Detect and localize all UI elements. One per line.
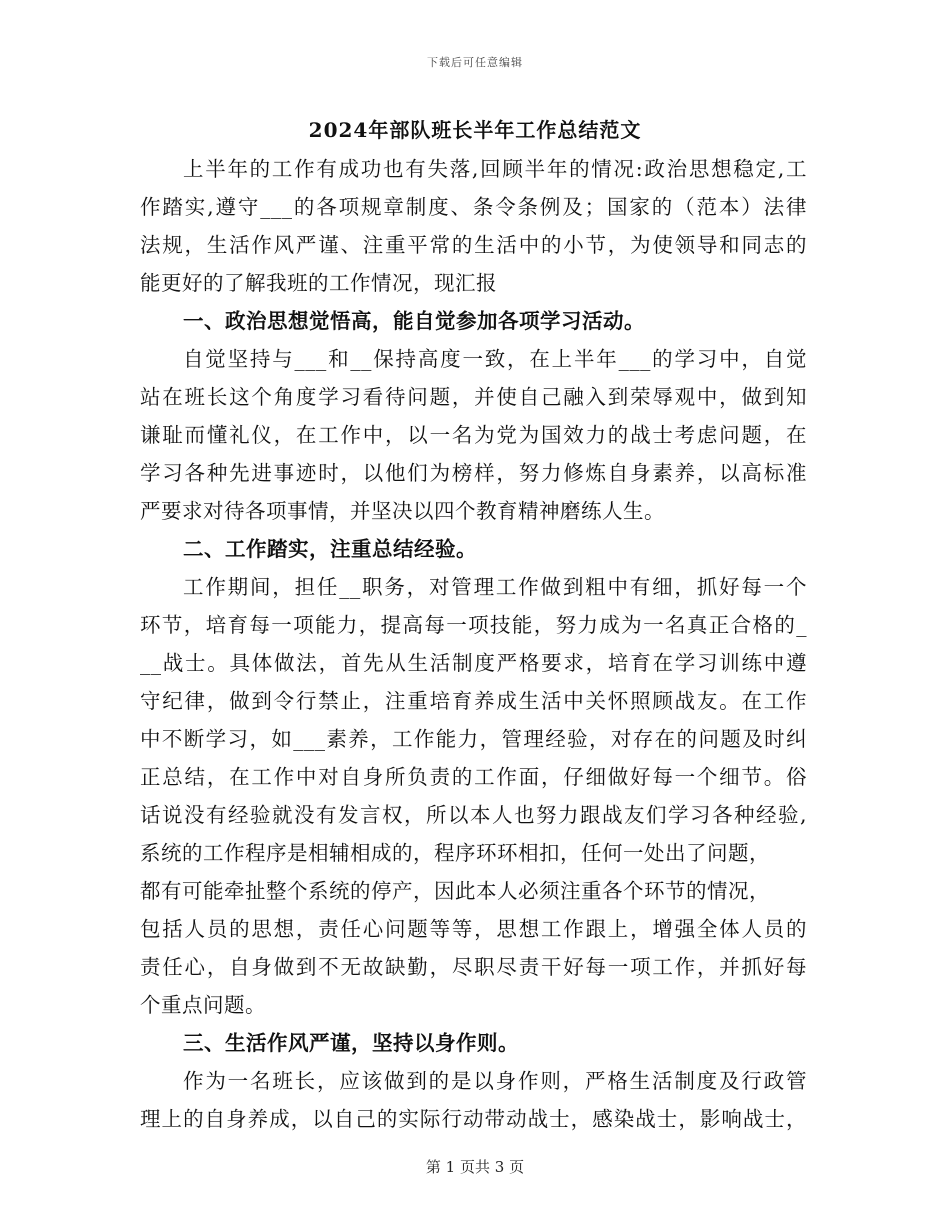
- section-heading-1: 一、政治思想觉悟高，能自觉参加各项学习活动。: [183, 309, 645, 333]
- section-heading-2: 二、工作踏实，注重总结经验。: [183, 537, 477, 561]
- paragraph-line: 工作期间，担任__职务，对管理工作做到粗中有细，抓好每一个: [183, 575, 807, 599]
- paragraph-line: 法规，生活作风严谨、注重平常的生活中的小节，为使领导和同志的: [140, 233, 807, 257]
- paragraph-line: 都有可能牵扯整个系统的停产，因此本人必须注重各个环节的情况，: [140, 879, 770, 903]
- paragraph-line: 责任心，自身做到不无故缺勤，尽职尽责干好每一项工作，并抓好每: [140, 955, 807, 979]
- paragraph-line: 系统的工作程序是相辅相成的，程序环环相扣，任何一处出了问题，: [140, 841, 770, 865]
- paragraph-line: 话说没有经验就没有发言权，所以本人也努力跟战友们学习各种经验,: [140, 803, 807, 827]
- page-header: 下载后可任意编辑: [427, 56, 523, 69]
- paragraph-line: 作踏实,遵守___的各项规章制度、条令条例及；国家的（范本）法律: [140, 195, 807, 219]
- paragraph-line: 严要求对待各项事情，并坚决以四个教育精神磨练人生。: [140, 499, 665, 523]
- section-heading-3: 三、生活作风严谨，坚持以身作则。: [183, 1031, 519, 1055]
- paragraph-line: 谦耻而懂礼仪，在工作中，以一名为党为国效力的战士考虑问题，在: [140, 423, 807, 447]
- paragraph-line: 包括人员的思想，责任心问题等等，思想工作跟上，增强全体人员的: [140, 917, 807, 941]
- paragraph-line: __战士。具体做法，首先从生活制度严格要求，培育在学习训练中遵: [140, 651, 807, 675]
- paragraph-line: 中不断学习，如___素养，工作能力，管理经验，对存在的问题及时纠: [140, 727, 807, 751]
- page-footer: 第 1 页共 3 页: [425, 1158, 525, 1176]
- paragraph-line: 自觉坚持与___和__保持高度一致，在上半年___的学习中，自觉: [183, 347, 807, 371]
- paragraph-line: 理上的自身养成，以自己的实际行动带动战士，感染战士，影响战士，: [140, 1107, 807, 1131]
- paragraph-line: 学习各种先进事迹时，以他们为榜样，努力修炼自身素养，以高标准: [140, 461, 807, 485]
- paragraph-line: 上半年的工作有成功也有失落,回顾半年的情况:政治思想稳定,工: [183, 157, 807, 181]
- document-title: 2024年部队班长半年工作总结范文: [308, 118, 642, 142]
- paragraph-line: 守纪律，做到令行禁止，注重培育养成生活中关怀照顾战友。在工作: [140, 689, 807, 713]
- paragraph-line: 作为一名班长，应该做到的是以身作则，严格生活制度及行政管: [183, 1069, 807, 1093]
- paragraph-line: 个重点问题。: [140, 993, 266, 1017]
- paragraph-line: 环节，培育每一项能力，提高每一项技能，努力成为一名真正合格的_: [140, 613, 807, 637]
- paragraph-line: 能更好的了解我班的工作情况，现汇报: [140, 271, 497, 295]
- paragraph-line: 站在班长这个角度学习看待问题，并使自己融入到荣辱观中，做到知: [140, 385, 807, 409]
- paragraph-line: 正总结，在工作中对自身所负责的工作面，仔细做好每一个细节。俗: [140, 765, 807, 789]
- document-body: [140, 150, 807, 1138]
